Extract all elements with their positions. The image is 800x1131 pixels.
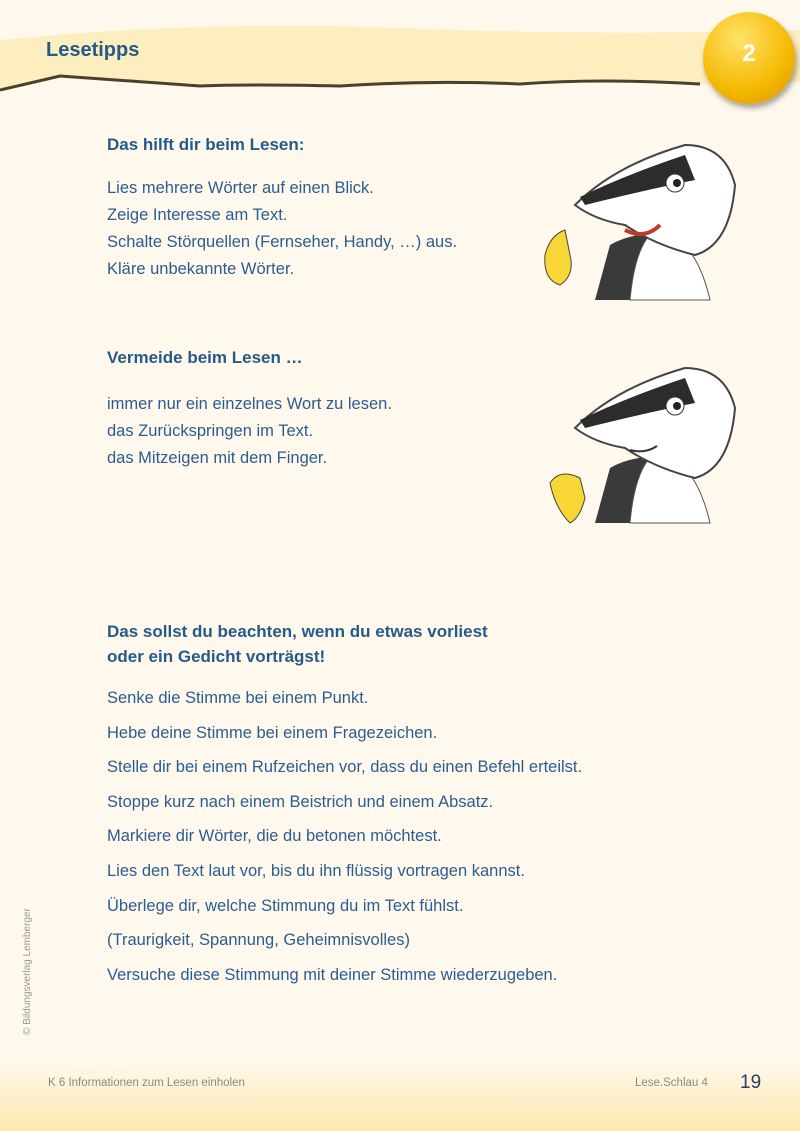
list-item: das Mitzeigen mit dem Finger. [107,449,328,467]
list-item: (Traurigkeit, Spannung, Geheimnisvolles) [107,931,410,949]
list-item: Lies mehrere Wörter auf einen Blick. [107,179,374,197]
section-heading: oder ein Gedicht vorträgst! [107,647,326,666]
chapter-badge: 2 [703,12,795,104]
footer-band [0,1060,800,1131]
list-item: das Zurückspringen im Text. [107,422,314,440]
badger-thumbs-down-illustration [535,358,745,528]
page-number: 19 [740,1072,762,1093]
section-heading: Das sollst du beachten, wenn du etwas vorliest [107,622,488,641]
section-heading: Vermeide beim Lesen … [107,348,303,367]
section-heading: Das hilft dir beim Lesen: [107,135,305,154]
list-item: Kläre unbekannte Wörter. [107,260,295,278]
list-item: Hebe deine Stimme bei einem Fragezeichen. [107,724,438,742]
badger-thumbs-up-illustration [535,135,745,305]
list-item: immer nur ein einzelnes Wort zu lesen. [107,395,392,413]
list-item: Senke die Stimme bei einem Punkt. [107,689,369,707]
list-item: Lies den Text laut vor, bis du ihn flüssig vortragen kannst. [107,862,525,880]
list-item: Stoppe kurz nach einem Beistrich und einem Absatz. [107,793,494,811]
list-item: Zeige Interesse am Text. [107,206,288,224]
list-item: Markiere dir Wörter, die du betonen möchtest. [107,827,442,845]
list-item: Versuche diese Stimmung mit deiner Stimme wiederzugeben. [107,966,558,984]
list-item: Schalte Störquellen (Fernseher, Handy, …) aus. [107,233,458,251]
list-item: Überlege dir, welche Stimmung du im Text fühlst. [107,897,464,915]
footer-chapter: K 6 Informationen zum Lesen einholen [48,1077,245,1089]
page-title: Lesetipps [46,39,140,61]
copyright-note: © Bildungsverlag Lemberger [22,908,33,1035]
list-item: Stelle dir bei einem Rufzeichen vor, dass du einen Befehl erteilst. [107,758,583,776]
footer-book-title: Lese.Schlau 4 [635,1077,708,1089]
